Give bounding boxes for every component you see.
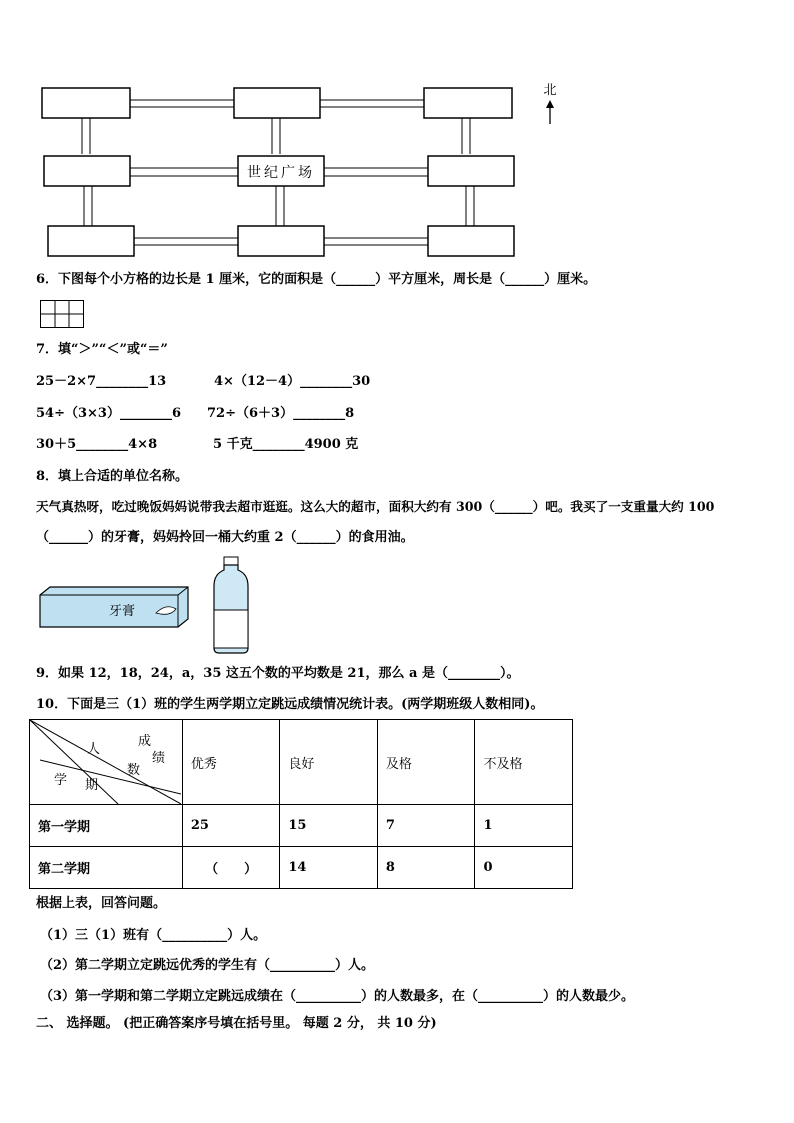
table-cell: 0 [475,847,573,889]
plaza-label: 世纪广场 [247,165,315,181]
table-cell: 8 [377,847,475,889]
toothpaste-label: 牙膏 [108,604,136,619]
col-header: 不及格 [475,720,573,805]
diag-xue: 学 [54,773,68,788]
section2-title: 二、 选择题。 (把正确答案序号填在括号里。 每题 2 分， 共 10 分) [36,1016,437,1031]
diag-qi: 期 [85,778,99,793]
table-row [30,847,573,889]
row-label: 第一学期 [30,805,183,847]
col-header: 优秀 [182,720,280,805]
q7-title: 7．填“＞”“＜”或“＝” [36,342,168,357]
row-label: 第二学期 [30,847,183,889]
diag-ji: 绩 [152,751,166,766]
q6-text: 6．下图每个小方格的边长是 1 厘米，它的面积是（______）平方厘米，周长是（______）厘米。 [36,272,597,287]
table-cell: 14 [280,847,378,889]
grid-figure [40,300,86,330]
diag-cheng: 成 [138,734,152,749]
q7-row3-left: 30＋5________4×8 [36,437,158,452]
col-header: 良好 [280,720,378,805]
table-cell: 25 [182,805,280,847]
stats-table [29,719,573,889]
q7-row1-left: 25－2×7________13 [36,374,167,389]
q10-sub2: （2）第二学期立定跳远优秀的学生有（__________）人。 [40,958,375,973]
diag-ren: 人 [87,742,101,757]
table-cell: 15 [280,805,378,847]
table-cell: 7 [377,805,475,847]
toothpaste-image [38,585,190,629]
north-arrow-icon [546,100,554,124]
q7-row3-right: 5 千克________4900 克 [213,437,359,452]
diagonal-header-cell [30,720,183,805]
q8-line2: （______）的牙膏，妈妈拎回一桶大约重 2（______）的食用油。 [36,530,414,545]
q10-intro: 根据上表，回答问题。 [36,896,167,911]
q7-row1-right: 4×（12－4）________30 [214,374,371,389]
oil-bottle-image [210,556,252,654]
table-cell: （ ） [182,847,280,889]
q10-title: 10．下面是三（1）班的学生两学期立定跳远成绩情况统计表。(两学期班级人数相同)。 [36,697,544,712]
q7-row2-left: 54÷（3×3）________6 [36,406,182,421]
q7-row2-right: 72÷（6＋3）________8 [207,406,355,421]
q10-sub1: （1）三（1）班有（__________）人。 [40,928,267,943]
col-header: 及格 [377,720,475,805]
q10-sub3: （3）第一学期和第二学期立定跳远成绩在（__________）的人数最多，在（__________）的人数最少。 [40,989,635,1004]
q9-text: 9．如果 12，18，24，a，35 这五个数的平均数是 21，那么 a 是（________）。 [36,666,520,681]
north-label: 北 [543,83,557,98]
table-cell: 1 [475,805,573,847]
q8-title: 8．填上合适的单位名称。 [36,469,189,484]
q8-line1: 天气真热呀，吃过晚饭妈妈说带我去超市逛逛。这么大的超市，面积大约有 300（______）吧。我买了一支重量大约 100 [36,499,715,514]
diag-shu: 数 [127,763,141,778]
table-header-row [30,720,573,805]
table-row [30,805,573,847]
map-diagram [38,80,568,260]
